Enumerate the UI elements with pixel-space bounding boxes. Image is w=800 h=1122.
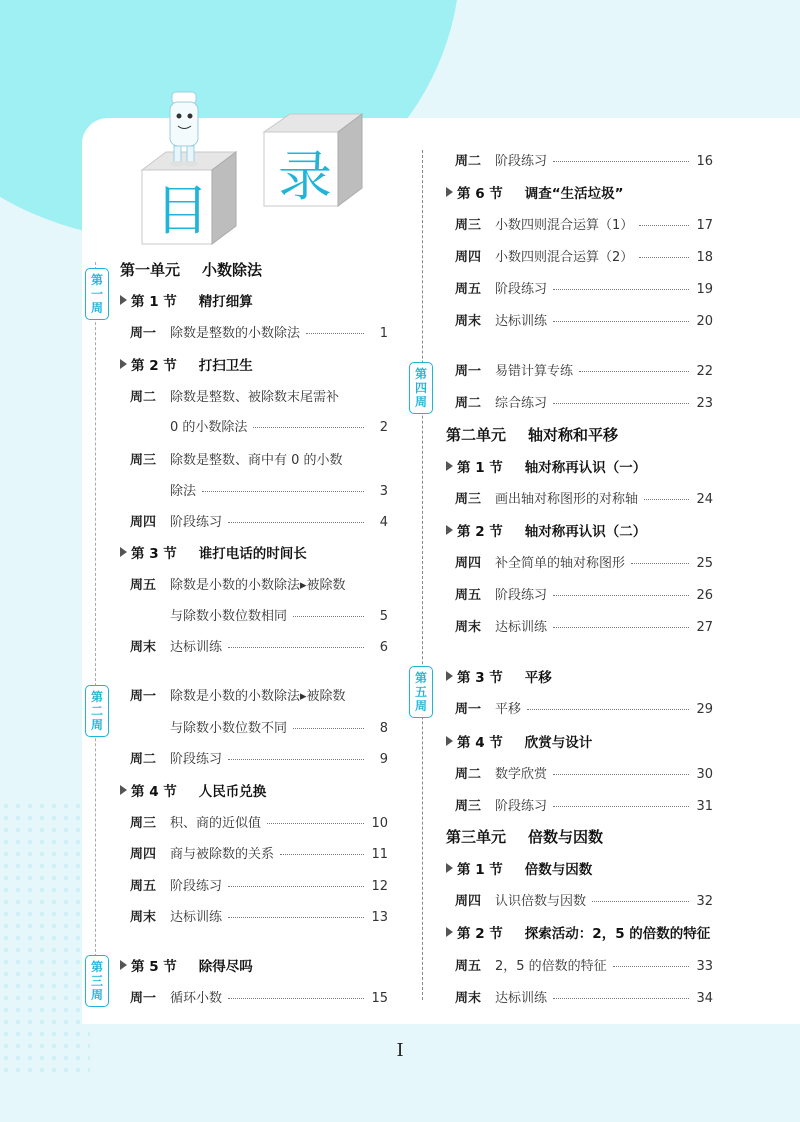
toc-entry-continued[interactable]: 除法 3 <box>170 484 388 499</box>
toc-entry[interactable]: 周四 补全简单的轴对称图形 25 <box>455 556 713 571</box>
section-heading: 第 1 节 精打细算 <box>120 290 253 310</box>
toc-entry[interactable]: 周五 2，5 的倍数的特征 33 <box>455 959 713 974</box>
toc-entry-continued[interactable]: 与除数小数位数相同 5 <box>170 609 388 624</box>
toc-entry[interactable]: 周四 认识倍数与因数 32 <box>455 894 713 909</box>
week-tag: 第 一 周 <box>85 268 109 320</box>
title-char-lu: 录 <box>278 145 332 208</box>
toc-entry[interactable]: 周三 阶段练习 31 <box>455 799 713 814</box>
week-line <box>95 262 96 1002</box>
toc-entry[interactable]: 周二 数学欣赏 30 <box>455 767 713 782</box>
toc-entry[interactable]: 周三 积、商的近似值 10 <box>130 816 388 831</box>
toc-entry[interactable]: 周二 阶段练习 9 <box>130 752 388 767</box>
toc-entry[interactable]: 周五 阶段练习 19 <box>455 282 713 297</box>
triangle-icon <box>446 525 453 535</box>
toc-entry[interactable]: 周五 除数是小数的小数除法▸被除数 <box>130 578 346 593</box>
toc-entry[interactable]: 周三 除数是整数、商中有 0 的小数 <box>130 453 343 468</box>
triangle-icon <box>120 785 127 795</box>
triangle-icon <box>446 461 453 471</box>
title-char-mu: 目 <box>155 179 209 242</box>
week-tag: 第 五 周 <box>409 666 433 718</box>
triangle-icon <box>120 359 127 369</box>
toc-entry[interactable]: 周二 除数是整数、被除数末尾需补 <box>130 390 340 405</box>
toc-entry[interactable]: 周末 达标训练 34 <box>455 991 713 1006</box>
toc-entry-continued[interactable]: 0 的小数除法 2 <box>170 420 388 435</box>
week-tag: 第 二 周 <box>85 685 109 737</box>
unit-heading: 第二单元 轴对称和平移 <box>446 426 619 444</box>
section-heading: 第 2 节 轴对称再认识（二） <box>446 520 646 540</box>
toc-entry[interactable]: 周四 小数四则混合运算（2） 18 <box>455 250 713 265</box>
section-heading: 第 3 节 平移 <box>446 666 552 686</box>
section-heading: 第 5 节 除得尽吗 <box>120 955 253 975</box>
toc-entry[interactable]: 周末 达标训练 6 <box>130 640 388 655</box>
toc-entry[interactable]: 周五 阶段练习 26 <box>455 588 713 603</box>
unit-heading: 第一单元 小数除法 <box>120 261 263 279</box>
toc-entry[interactable]: 周二 阶段练习 16 <box>455 154 713 169</box>
toc-entry[interactable]: 周末 达标训练 13 <box>130 910 388 925</box>
triangle-icon <box>120 960 127 970</box>
section-heading: 第 4 节 人民币兑换 <box>120 780 266 800</box>
triangle-icon <box>446 927 453 937</box>
triangle-icon <box>446 863 453 873</box>
toc-entry[interactable]: 周一 易错计算专练 22 <box>455 364 713 379</box>
toc-entry[interactable]: 周三 小数四则混合运算（1） 17 <box>455 218 713 233</box>
section-heading: 第 2 节 打扫卫生 <box>120 354 253 374</box>
toc-entry[interactable]: 周二 综合练习 23 <box>455 396 713 411</box>
section-heading: 第 1 节 倍数与因数 <box>446 858 592 878</box>
toc-entry[interactable]: 周四 阶段练习 4 <box>130 515 388 530</box>
toc-entry[interactable]: 周五 阶段练习 12 <box>130 879 388 894</box>
section-heading: 第 4 节 欣赏与设计 <box>446 731 592 751</box>
toc-entry[interactable]: 周末 达标训练 20 <box>455 314 713 329</box>
toc-entry-continued[interactable]: 与除数小数位数不同 8 <box>170 721 388 736</box>
toc-entry[interactable]: 周一 除数是小数的小数除法▸被除数 <box>130 689 346 704</box>
page-number: I <box>396 1040 404 1061</box>
week-tag: 第 三 周 <box>85 955 109 1007</box>
triangle-icon <box>120 547 127 557</box>
triangle-icon <box>120 295 127 305</box>
toc-entry[interactable]: 周一 除数是整数的小数除法 1 <box>130 326 388 341</box>
triangle-icon <box>446 187 453 197</box>
toc-entry[interactable]: 周四 商与被除数的关系 11 <box>130 847 388 862</box>
week-tag: 第 四 周 <box>409 362 433 414</box>
triangle-icon <box>446 736 453 746</box>
toc-entry[interactable]: 周一 循环小数 15 <box>130 991 388 1006</box>
triangle-icon <box>446 671 453 681</box>
toc-entry[interactable]: 周一 平移 29 <box>455 702 713 717</box>
section-heading: 第 3 节 谁打电话的时间长 <box>120 542 307 562</box>
unit-heading: 第三单元 倍数与因数 <box>446 828 604 846</box>
mascot-icon <box>160 90 210 174</box>
section-heading: 第 2 节 探索活动：2，5 的倍数的特征 <box>446 922 710 942</box>
toc-entry[interactable]: 周三 画出轴对称图形的对称轴 24 <box>455 492 713 507</box>
toc-entry[interactable]: 周末 达标训练 27 <box>455 620 713 635</box>
decorative-dots <box>0 800 90 1080</box>
section-heading: 第 1 节 轴对称再认识（一） <box>446 456 646 476</box>
section-heading: 第 6 节 调查“生活垃圾” <box>446 182 624 202</box>
column-divider <box>422 150 423 1000</box>
